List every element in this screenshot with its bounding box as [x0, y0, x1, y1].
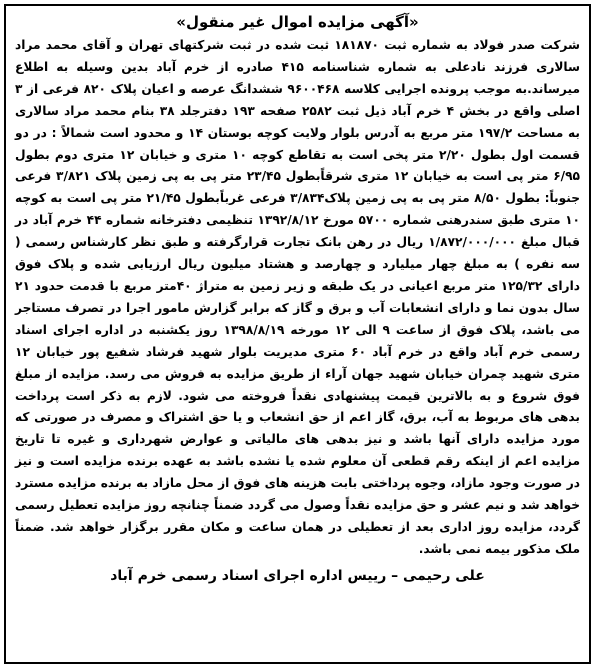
notice-signature: علی رحیمی – رییس اداره اجرای اسناد رسمی خرم آباد	[110, 567, 485, 584]
auction-notice	[4, 4, 591, 664]
notice-title: «آگهی مزایده اموال غیر منقول»	[176, 13, 419, 31]
notice-body: شرکت صدر فولاد به شماره ثبت ۱۸۱۸۷۰ ثبت شده در ثبت شرکتهای تهران و آقای محمد مراد سالاری فرزند نادعلی به شماره شناسنامه ۴۱۵ صادره از خرم آباد بدین وسیله به اطلاع میرساند.به موجب پرونده اجرایی کلاسه ۹۶۰۰۴۶۸ ششدانگ عرصه و اعیان پلاک ۸۲۰ فرعی از ۳ اصلی واقع در بخش ۴ خرم آباد ذیل ثبت ۲۵۸۲ صفحه ۱۹۳ دفترجلد ۳۸ بنام محمد مراد سالاری به مساحت ۱۹۷/۲ متر مربع به آدرس بلوار ولایت کوچه بوستان ۱۴ و محدود است شمالاً : در دو قسمت اول بطول ۲/۲۰ متر پخی است به تقاطع کوچه ۱۰ متری و خیابان ۱۲ متری دوم بطول ۶/۹۵ متر پی است به خیابان ۱۲ متری شرقاًبطول ۲۳/۴۵ متر پی به پی زمین پلاک ۳/۸۲۱ فرعی جنوباً: بطول ۸/۵۰ متر پی به پی زمین پلاک۳/۸۳۴ فرعی غرباًبطول ۲۱/۴۵ متر پی است به کوچه ۱۰ متری طبق سندرهنی شماره ۵۷۰۰ مورخ ۱۳۹۲/۸/۱۲ تنظیمی دفترخانه شماره ۴۴ خرم آباد در قبال مبلغ ۱/۸۷۲/۰۰۰/۰۰۰ ریال در رهن بانک تجارت قرارگرفته و طبق نظر کارشناس رسمی ( سه نفره ) به مبلغ چهار میلیارد و چهارصد و هشتاد میلیون ریال ارزیابی شده و پلاک فوق دارای ۱۲۵/۳۲ متر مربع اعیانی در یک طبقه و زیر زمین به متراژ ۴۰متر مربع با قدمت حدود ۲۱ سال بدون نما و دارای انشعابات آب و برق و گاز که برابر گزارش مامور اجرا در تصرف مستاجر می باشد، پلاک فوق از ساعت ۹ الی ۱۲ مورخه ۱۳۹۸/۸/۱۹ روز یکشنبه در اداره اجرای اسناد رسمی خرم آباد واقع در خرم آباد ۶۰ متری مدیریت بلوار شهید فرشاد شفیع پور خیابان ۱۲ متری شهید چمران خیابان شهید جهان آراء از طریق مزایده به فروش می رسد. مزایده از مبلغ فوق شروع و به بالاترین قیمت پیشنهادی نقداً فروخته می شود. لازم به ذکر است پرداخت بدهی های مربوط به آب، برق، گاز اعم از حق انشعاب و یا حق اشتراک و مصرف در صورتی که مورد مزایده دارای آنها باشد و نیز بدهی های مالیاتی و عوارض شهرداری و غیره تا تاریخ مزایده اعم از اینکه رقم قطعی آن معلوم شده یا نشده باشد به عهده برنده مزایده است و نیز در صورت وجود مازاد، وجوه پرداختی بابت هزینه های فوق از محل مازاد به برنده مزایده مسترد خواهد شد و نیم عشر و حق مزایده نقداً وصول می گردد ضمناً چنانچه روز مزایده تعطیل رسمی گردد، مزایده روز اداری بعد از تعطیلی در همان ساعت و مکان مقرر برگزار خواهد شد. ضمناً ملک مذکور بیمه نمی باشد.	[15, 38, 581, 556]
